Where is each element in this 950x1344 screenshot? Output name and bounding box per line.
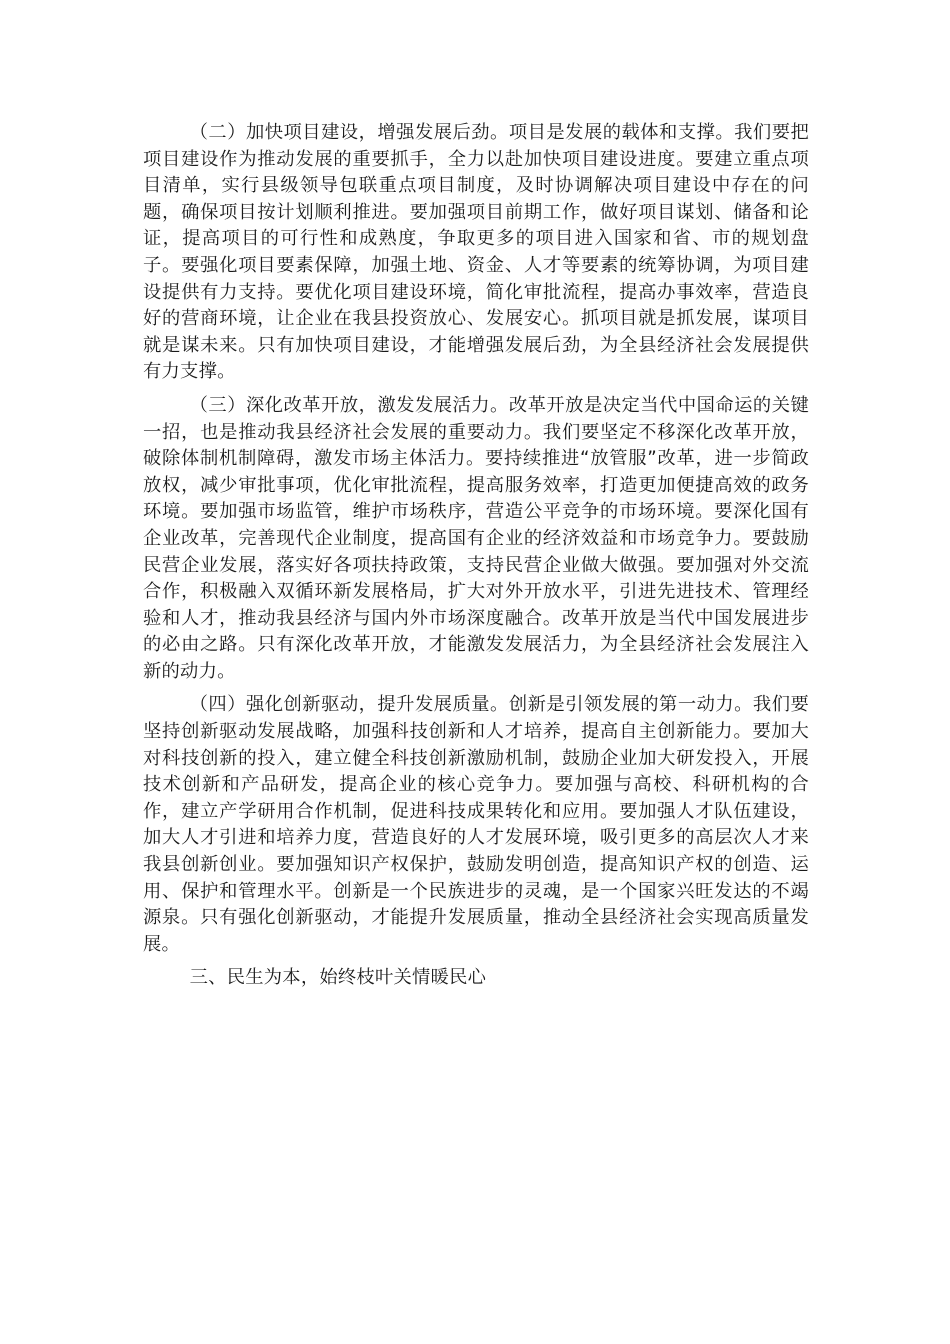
paragraph-innovation-driven: （四）强化创新驱动，提升发展质量。创新是引领发展的第一动力。我们要坚持创新驱动发展战略，加强科技创新和人才培养，提高自主创新能力。要加大对科技创新的投入，建立健全科技创新激励机制，鼓励企业加大研发投入，开展技术创新和产品研发，提高企业的核心竞争力。要加强与高校、科研机构的合作，建立产学研用合作机制，促进科技成果转化和应用。要加强人才队伍建设，加大人才引进和培养力度，营造良好的人才发展环境，吸引更多的高层次人才来我县创新创业。要加强知识产权保护，鼓励发明创造，提高知识产权的创造、运用、保护和管理水平。创新是一个民族进步的灵魂，是一个国家兴旺发达的不竭源泉。只有强化创新驱动，才能提升发展质量，推动全县经济社会实现高质量发展。 <box>143 694 809 955</box>
paragraph-project-construction: （二）加快项目建设，增强发展后劲。项目是发展的载体和支撑。我们要把项目建设作为推动发展的重要抓手，全力以赴加快项目建设进度。要建立重点项目清单，实行县级领导包联重点项目制度，及时协调解决项目建设中存在的问题，确保项目按计划顺利推进。要加强项目前期工作，做好项目谋划、储备和论证，提高项目的可行性和成熟度，争取更多的项目进入国家和省、市的规划盘子。要强化项目要素保障，加强土地、资金、人才等要素的统筹协调，为项目建设提供有力支持。要优化项目建设环境，简化审批流程，提高办事效率，营造良好的营商环境，让企业在我县投资放心、发展安心。抓项目就是抓发展，谋项目就是谋未来。只有加快项目建设，才能增强发展后劲，为全县经济社会发展提供有力支撑。 <box>143 122 809 383</box>
paragraph-reform-opening: （三）深化改革开放，激发发展活力。改革开放是决定当代中国命运的关键一招，也是推动我县经济社会发展的重要动力。我们要坚定不移深化改革开放，破除体制机制障碍，激发市场主体活力。要持续推进“放管服”改革，进一步简政放权，减少审批事项，优化审批流程，提高服务效率，打造更加便捷高效的政务环境。要加强市场监管，维护市场秩序，营造公平竞争的市场环境。要深化国有企业改革，完善现代企业制度，提高国有企业的经济效益和市场竞争力。要鼓励民营企业发展，落实好各项扶持政策，支持民营企业做大做强。要加强对外交流合作，积极融入双循环新发展格局，扩大对外开放水平，引进先进技术、管理经验和人才，推动我县经济与国内外市场深度融合。改革开放是当代中国发展进步的必由之路。只有深化改革开放，才能激发发展活力，为全县经济社会发展注入新的动力。 <box>143 394 809 682</box>
section-heading-livelihood: 三、民生为本，始终枝叶关情暖民心 <box>189 967 487 989</box>
document-body <box>143 120 809 992</box>
